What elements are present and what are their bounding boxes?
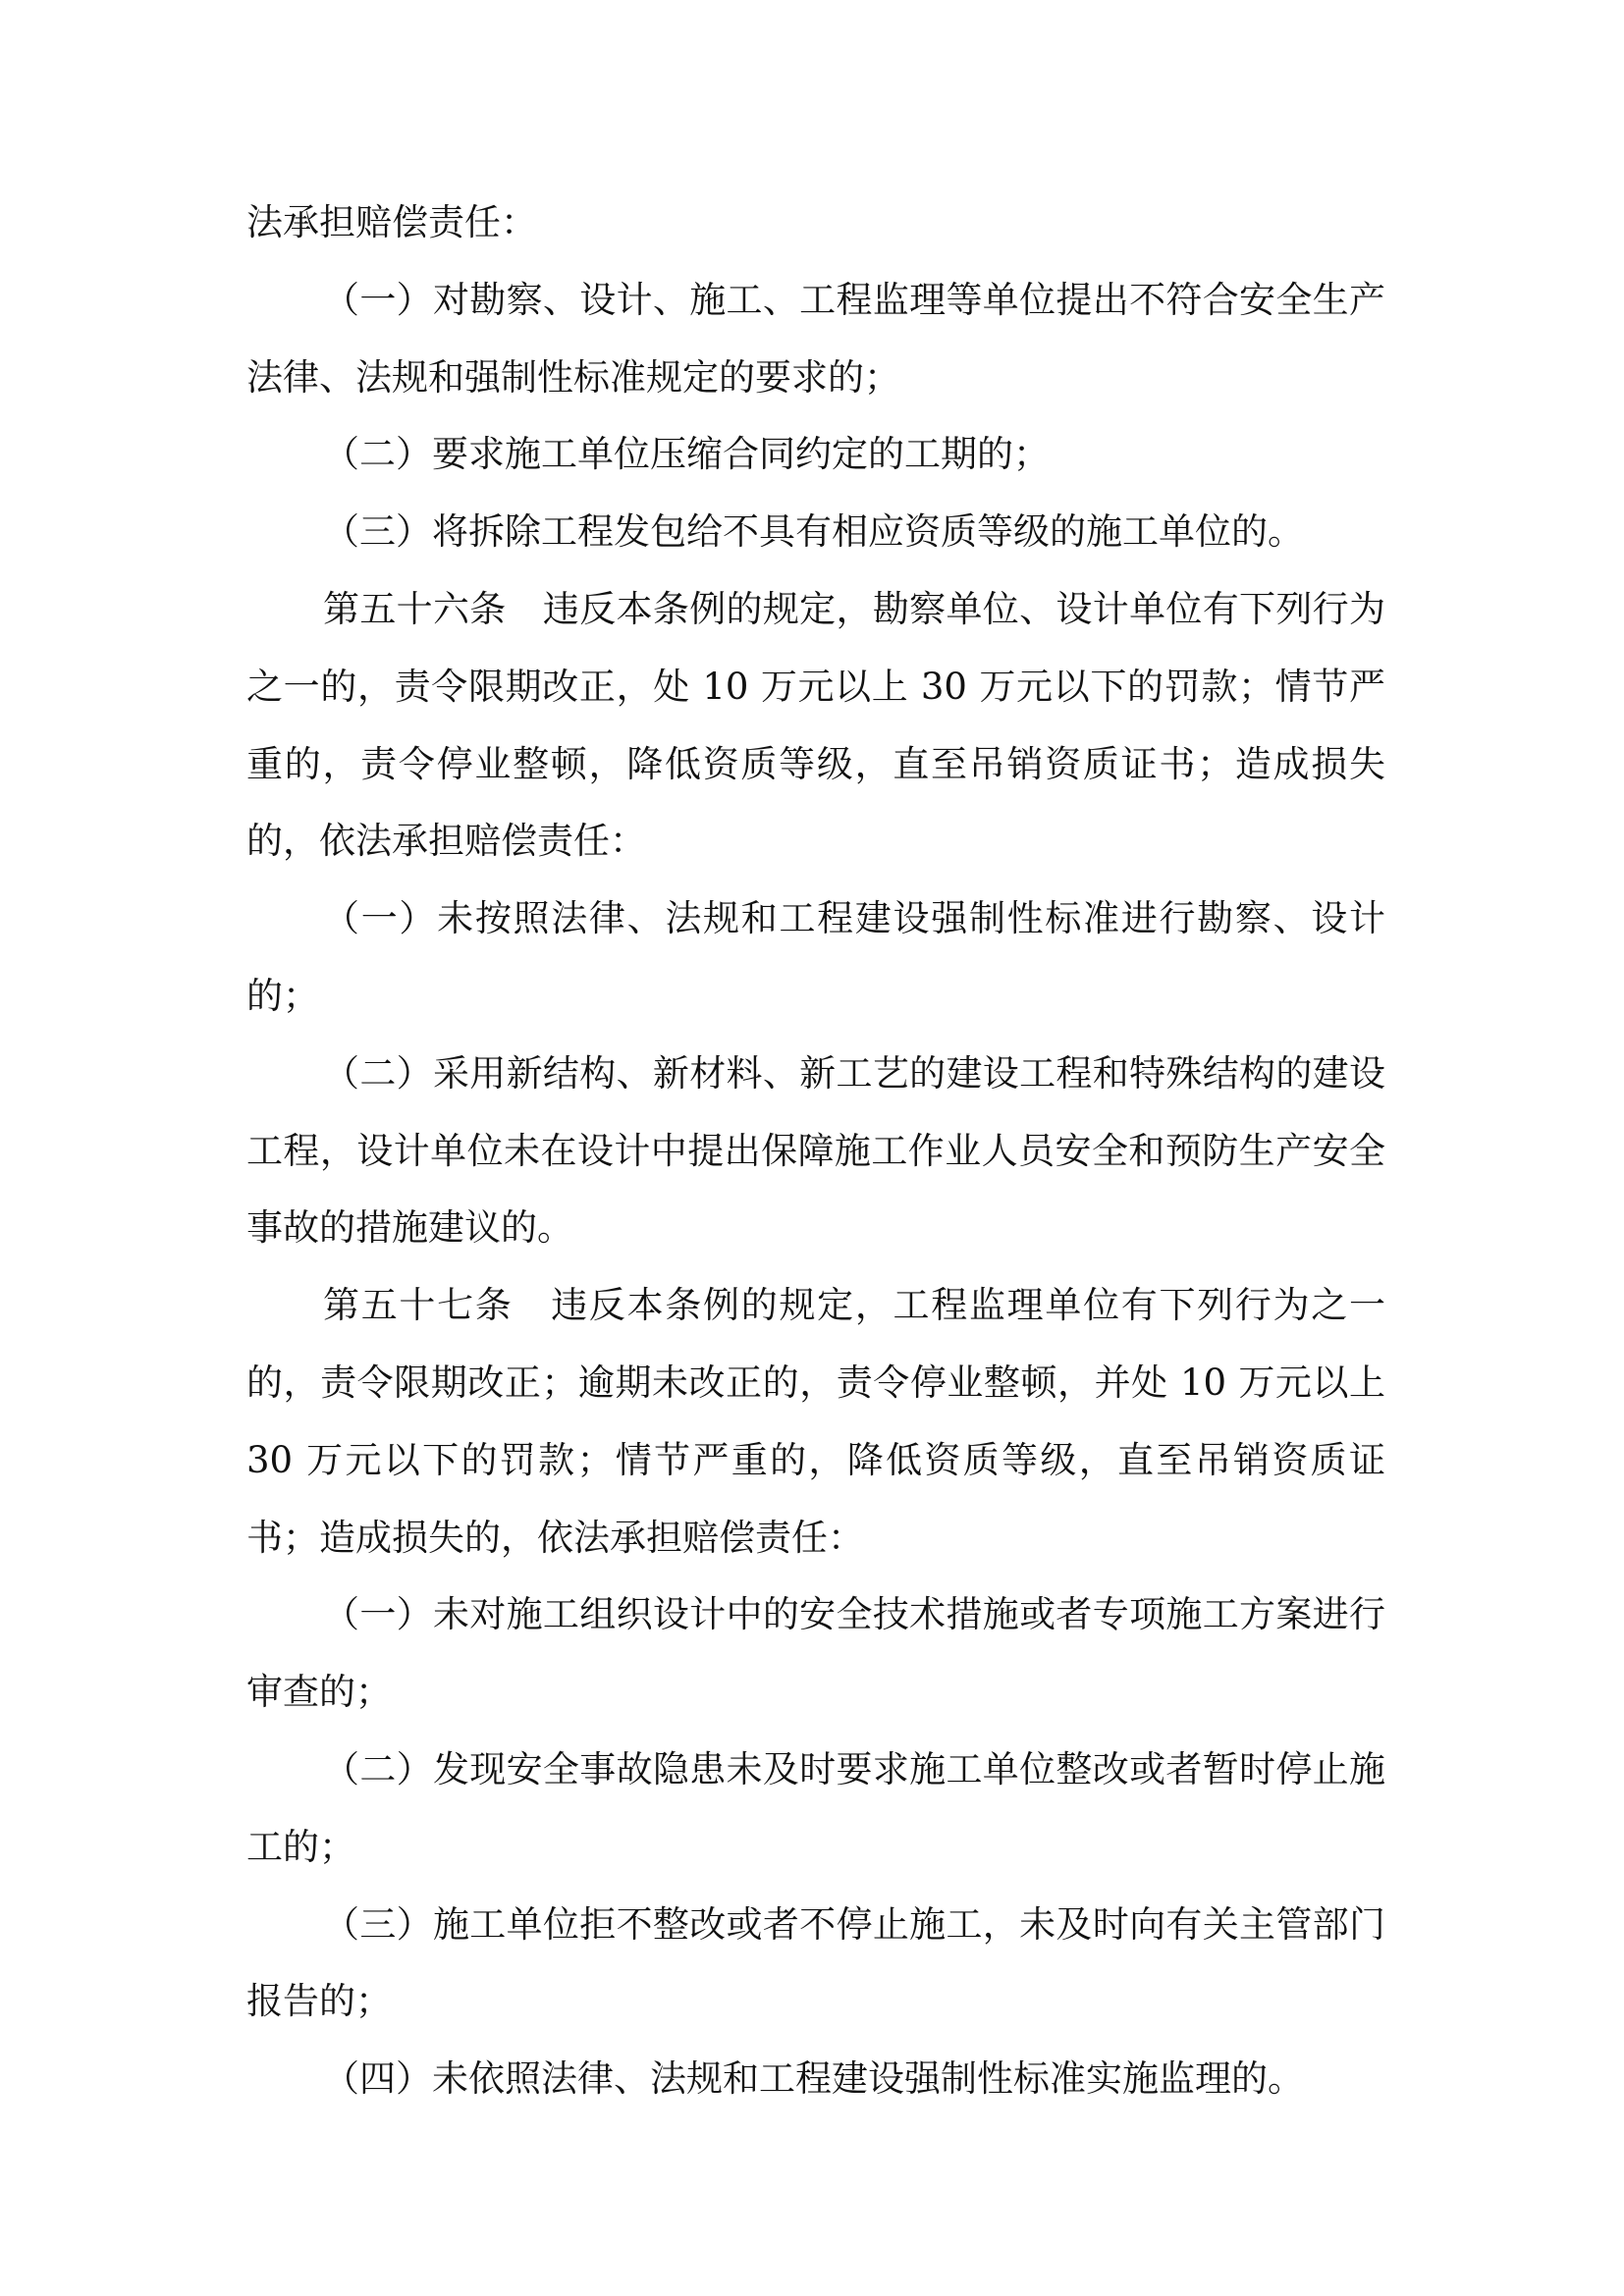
article-57-item-2: （二）发现安全事故隐患未及时要求施工单位整改或者暂时停止施工的； [246, 1747, 1385, 1868]
document-body [246, 185, 1385, 2118]
paragraph-continuation: 法承担赔偿责任： [246, 201, 537, 243]
article-57-item-3: （三）施工单位拒不整改或者不停止施工，未及时向有关主管部门报告的； [246, 1902, 1385, 2023]
article-56-item-1: （一）未按照法律、法规和工程建设强制性标准进行勘察、设计的； [246, 897, 1385, 1017]
paragraph-item-1: （一）对勘察、设计、施工、工程监理等单位提出不符合安全生产法律、法规和强制性标准规定的要求的； [246, 278, 1385, 399]
paragraph-item-3: （三）将拆除工程发包给不具有相应资质等级的施工单位的。 [323, 510, 1304, 554]
article-56: 第五十六条 违反本条例的规定，勘察单位、设计单位有下列行为之一的，责令限期改正，处 10 万元以上 30 万元以下的罚款；情节严重的，责令停业整顿，降低资质等级，直至吊销资质证书；造成损失的，依法承担赔偿责任： [246, 587, 1385, 863]
paragraph-item-2: （二）要求施工单位压缩合同约定的工期的； [323, 433, 1050, 476]
article-57: 第五十七条 违反本条例的规定，工程监理单位有下列行为之一的，责令限期改正；逾期未改正的，责令停业整顿，并处 10 万元以上 30 万元以下的罚款；情节严重的，降低资质等级，直至吊销资质证书；造成损失的，依法承担赔偿责任： [246, 1284, 1385, 1559]
article-56-item-2: （二）采用新结构、新材料、新工艺的建设工程和特殊结构的建设工程，设计单位未在设计中提出保障施工作业人员安全和预防生产安全事故的措施建议的。 [246, 1051, 1385, 1250]
article-57-item-1: （一）未对施工组织设计中的安全技术措施或者专项施工方案进行审查的； [246, 1593, 1385, 1714]
article-57-item-4: （四）未依照法律、法规和工程建设强制性标准实施监理的。 [323, 2057, 1304, 2101]
